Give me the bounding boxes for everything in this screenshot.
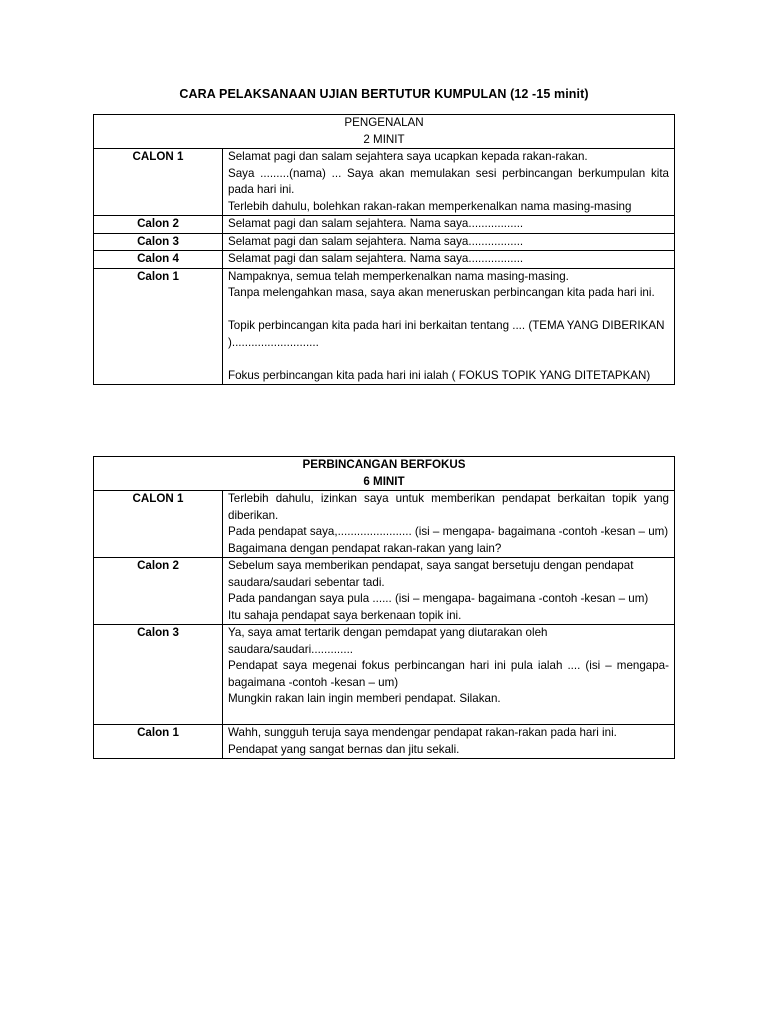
script-line: Ya, saya amat tertarik dengan pemdapat yang diutarakan oleh saudara/saudari............. (228, 626, 548, 656)
script-line: Saya .........(nama) ... Saya akan memulakan sesi perbincangan berkumpulan kita pada hari ini. (228, 166, 669, 196)
speaker-label: Calon 4 (94, 251, 223, 269)
script-line: Terlebih dahulu, izinkan saya untuk memberikan pendapat berkaitan topik yang diberikan. (228, 492, 669, 522)
section-header-row (94, 115, 675, 149)
section-heading: PENGENALAN (344, 116, 424, 129)
script-line: Selamat pagi dan salam sejahtera saya ucapkan kepada rakan-rakan. (228, 150, 588, 163)
table-row (94, 725, 675, 759)
speaker-label: Calon 2 (94, 558, 223, 625)
script-text (223, 625, 675, 725)
script-text (223, 268, 675, 385)
script-text (223, 233, 675, 251)
script-text (223, 558, 675, 625)
script-text (223, 725, 675, 759)
speaker-label: Calon 3 (94, 625, 223, 725)
script-text (223, 216, 675, 234)
script-line: Pada pandangan saya pula ...... (isi – mengapa- bagaimana -contoh -kesan – um) (228, 592, 649, 605)
speaker-label: CALON 1 (94, 149, 223, 216)
script-blank-line (228, 351, 669, 368)
section-duration: 6 MINIT (363, 474, 405, 488)
script-text (223, 251, 675, 269)
speaker-label: Calon 1 (94, 725, 223, 759)
section-header-row (94, 457, 675, 491)
speaker-label: Calon 1 (94, 268, 223, 385)
script-line: Selamat pagi dan salam sejahtera. Nama saya................. (228, 234, 524, 248)
speaker-label: Calon 3 (94, 233, 223, 251)
section-heading: PERBINCANGAN BERFOKUS (302, 458, 466, 471)
table-row (94, 149, 675, 216)
script-line: Topik perbincangan kita pada hari ini berkaitan tentang .... (TEMA YANG DIBERIKAN )........................... (228, 319, 665, 349)
script-blank-line (228, 302, 669, 319)
script-text (223, 149, 675, 216)
script-line: Selamat pagi dan salam sejahtera. Nama saya................. (228, 217, 524, 230)
table-row (94, 558, 675, 625)
table-row (94, 491, 675, 558)
script-line: Fokus perbincangan kita pada hari ini ialah ( FOKUS TOPIK YANG DITETAPKAN) (228, 368, 651, 382)
table-row (94, 216, 675, 234)
introduction-table (93, 114, 675, 385)
section-duration: 2 MINIT (363, 132, 405, 146)
table-row (94, 268, 675, 385)
speaker-label: Calon 2 (94, 216, 223, 234)
script-line: Pendapat saya megenai fokus perbincangan hari ini pula ialah .... (isi – mengapa- bagaimana -contoh -kesan – um) (228, 659, 669, 689)
script-line: Nampaknya, semua telah memperkenalkan nama masing-masing. (228, 269, 569, 283)
script-line: Pendapat yang sangat bernas dan jitu sekali. (228, 742, 460, 756)
script-line: Bagaimana dengan pendapat rakan-rakan yang lain? (228, 541, 502, 555)
script-line: Tanpa melengahkan masa, saya akan meneruskan perbincangan kita pada hari ini. (228, 286, 655, 299)
script-blank-line (228, 708, 669, 725)
table-row (94, 233, 675, 251)
table-row (94, 251, 675, 269)
script-text (223, 491, 675, 558)
script-line: Wahh, sungguh teruja saya mendengar pendapat rakan-rakan pada hari ini. (228, 726, 617, 739)
speaker-label: CALON 1 (94, 491, 223, 558)
table-row (94, 625, 675, 725)
script-line: Itu sahaja pendapat saya berkenaan topik ini. (228, 608, 462, 622)
section-header (94, 457, 675, 491)
script-line: Pada pendapat saya,....................... (isi – mengapa- bagaimana -contoh -kesan – um) (228, 525, 669, 538)
script-line: Mungkin rakan lain ingin memberi pendapat. Silakan. (228, 692, 501, 705)
focused-discussion-table (93, 456, 675, 759)
document-title: CARA PELAKSANAAN UJIAN BERTUTUR KUMPULAN (12 -15 minit) (179, 87, 589, 101)
script-line: Selamat pagi dan salam sejahtera. Nama saya................. (228, 252, 524, 265)
section-header (94, 115, 675, 149)
script-line: Sebelum saya memberikan pendapat, saya sangat bersetuju dengan pendapat saudara/saudari sebentar tadi. (228, 559, 634, 589)
script-line: Terlebih dahulu, bolehkan rakan-rakan memperkenalkan nama masing-masing (228, 199, 632, 213)
